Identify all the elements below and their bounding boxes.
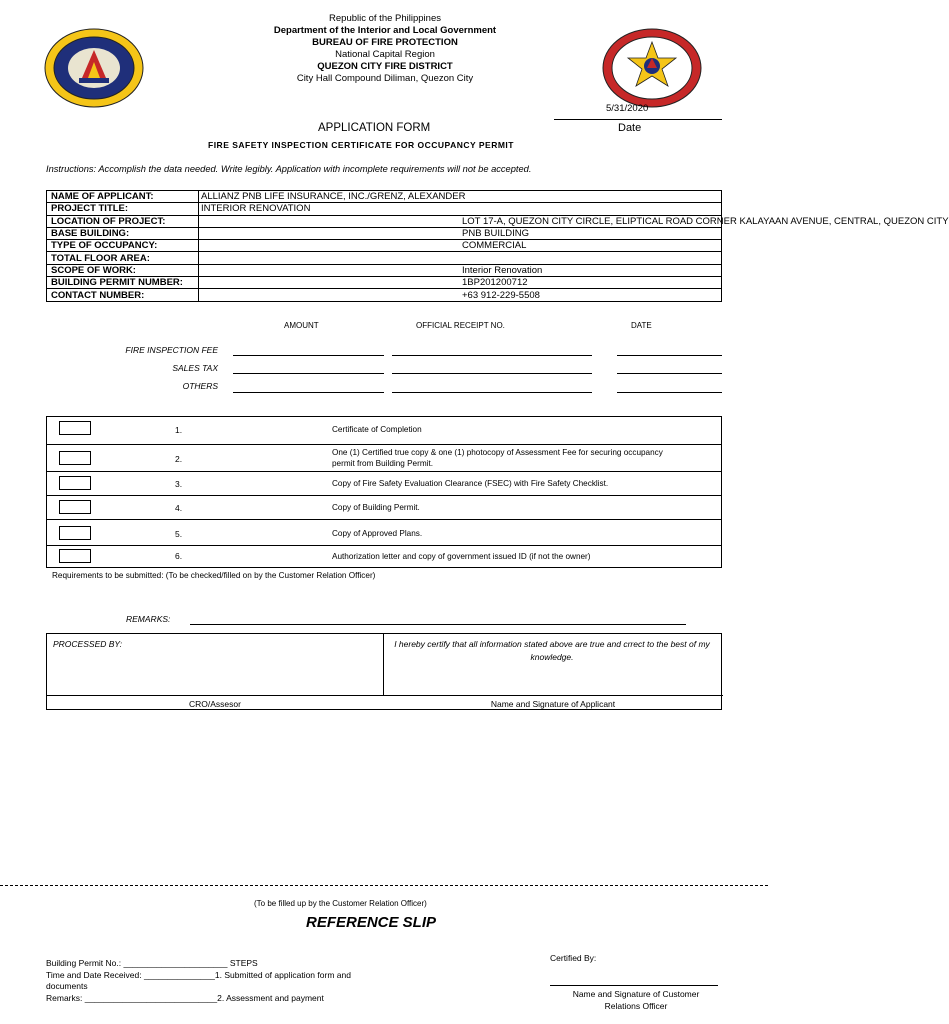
certified-by-label: Certified By: xyxy=(550,953,597,963)
cut-line xyxy=(0,885,768,886)
applicant-field-label: NAME OF APPLICANT: xyxy=(47,191,199,203)
instructions-text: Instructions: Accomplish the data needed. Write legibly. Application with incomplete requirements will not be accepted. xyxy=(46,164,532,174)
applicant-row xyxy=(47,227,722,239)
applicant-field-value[interactable]: PNB BUILDING xyxy=(460,227,722,239)
fee-row-others-label: OTHERS xyxy=(182,381,218,391)
requirement-checkbox-2[interactable] xyxy=(59,451,91,465)
header-line-6: City Hall Compound Diliman, Quezon City xyxy=(296,73,474,84)
requirement-text-3: Copy of Fire Safety Evaluation Clearance (FSEC) with Fire Safety Checklist. xyxy=(332,479,609,488)
fee-others-receipt-line[interactable] xyxy=(392,392,592,393)
requirement-row-5 xyxy=(47,520,721,546)
applicant-field-value[interactable] xyxy=(460,252,722,264)
certified-signature-line[interactable] xyxy=(550,985,718,986)
applicant-field-label: BASE BUILDING: xyxy=(47,227,199,239)
fee-row-tax-label: SALES TAX xyxy=(172,363,218,373)
reference-slip-title: REFERENCE SLIP xyxy=(306,914,437,931)
fee-tax-amount-line[interactable] xyxy=(233,373,384,374)
applicant-field-label: TYPE OF OCCUPANCY: xyxy=(47,240,199,252)
fee-inspection-receipt-line[interactable] xyxy=(392,355,592,356)
slip-remarks-line: Remarks: ____________________________2. Assessment and payment xyxy=(46,993,324,1003)
cro-assessor-caption: CRO/Assesor xyxy=(189,699,241,709)
fee-column-amount: AMOUNT xyxy=(284,321,319,330)
cro-signature-caption-1: Name and Signature of Customer xyxy=(572,989,700,999)
agency-header xyxy=(150,13,620,85)
requirement-number-3: 3. xyxy=(175,479,183,489)
applicant-field-spacer xyxy=(199,252,461,264)
requirement-row-2 xyxy=(47,445,721,472)
requirement-checkbox-5[interactable] xyxy=(59,526,91,540)
requirement-checkbox-6[interactable] xyxy=(59,549,91,563)
applicant-field-value[interactable]: ALLIANZ PNB LIFE INSURANCE, INC./GRENZ, ALEXANDER xyxy=(199,191,722,203)
applicant-field-value[interactable]: COMMERCIAL xyxy=(460,240,722,252)
applicant-field-label: PROJECT TITLE: xyxy=(47,203,199,215)
requirement-text-5: Copy of Approved Plans. xyxy=(332,529,423,538)
requirement-number-6: 6. xyxy=(175,551,183,561)
bfp-seal-logo xyxy=(44,28,144,108)
remarks-label: REMARKS: xyxy=(126,614,171,624)
applicant-field-value[interactable]: +63 912-229-5508 xyxy=(462,289,540,301)
requirement-checkbox-3[interactable] xyxy=(59,476,91,490)
certify-statement: I hereby certify that all information stated above are true and crrect to the best of my knowledge. xyxy=(394,639,710,662)
fee-inspection-amount-line[interactable] xyxy=(233,355,384,356)
requirement-number-1: 1. xyxy=(175,425,183,435)
applicant-field-spacer xyxy=(199,289,461,301)
applicant-row xyxy=(47,240,722,252)
fee-others-date-line[interactable] xyxy=(617,392,722,393)
applicant-field-value[interactable]: LOT 17-A, QUEZON CITY CIRCLE, ELIPTICAL ROAD CORNER KALAYAAN AVENUE, CENTRAL, QUEZON CITY xyxy=(462,215,949,227)
requirement-number-4: 4. xyxy=(175,503,183,513)
applicant-field-label: TOTAL FLOOR AREA: xyxy=(47,252,199,264)
caption-divider-line xyxy=(47,695,723,696)
requirement-text-6: Authorization letter and copy of government issued ID (if not the owner) xyxy=(332,552,591,561)
applicant-row xyxy=(47,191,722,203)
box-divider xyxy=(383,634,384,695)
processed-certify-box xyxy=(46,633,722,710)
form-subtitle: FIRE SAFETY INSPECTION CERTIFICATE FOR OCCUPANCY PERMIT xyxy=(208,140,514,150)
applicant-field-value[interactable]: INTERIOR RENOVATION xyxy=(199,203,722,215)
slip-note: (To be filled up by the Customer Relation Officer) xyxy=(254,899,427,908)
slip-permit-line: Building Permit No.: ______________________ STEPS xyxy=(46,958,258,968)
applicant-field-value[interactable]: Interior Renovation xyxy=(460,264,722,276)
applicant-field-label: SCOPE OF WORK: xyxy=(47,264,199,276)
date-underline xyxy=(554,119,722,120)
requirements-checklist xyxy=(46,416,722,568)
requirement-row-1 xyxy=(47,417,721,445)
fee-column-date: DATE xyxy=(631,321,652,330)
fee-row-inspection-label: FIRE INSPECTION FEE xyxy=(125,345,218,355)
date-value: 5/31/2020 xyxy=(606,103,649,114)
applicant-field-label: BUILDING PERMIT NUMBER: xyxy=(47,277,199,289)
requirement-checkbox-1[interactable] xyxy=(59,421,91,435)
fee-tax-receipt-line[interactable] xyxy=(392,373,592,374)
applicant-info-table xyxy=(46,190,949,302)
requirement-checkbox-4[interactable] xyxy=(59,500,91,514)
header-line-3: BUREAU OF FIRE PROTECTION xyxy=(312,37,458,48)
applicant-field-label: LOCATION OF PROJECT: xyxy=(47,215,199,227)
fee-column-receipt: OFFICIAL RECEIPT NO. xyxy=(416,321,505,330)
header-line-4: National Capital Region xyxy=(335,49,435,60)
fee-others-amount-line[interactable] xyxy=(233,392,384,393)
header-line-2: Department of the Interior and Local Government xyxy=(273,25,497,36)
applicant-field-spacer xyxy=(199,264,461,276)
requirements-note: Requirements to be submitted: (To be checked/filled on by the Customer Relation Officer) xyxy=(52,571,376,580)
requirement-number-2: 2. xyxy=(175,454,183,464)
fee-tax-date-line[interactable] xyxy=(617,373,722,374)
form-title: APPLICATION FORM xyxy=(318,122,431,134)
applicant-row xyxy=(47,252,722,264)
applicant-field-value[interactable]: 1BP201200712 xyxy=(460,277,722,289)
processed-by-label: PROCESSED BY: xyxy=(53,639,123,649)
remarks-line[interactable] xyxy=(190,624,686,625)
applicant-field-spacer xyxy=(199,227,461,239)
requirement-text-1: Certificate of Completion xyxy=(332,425,422,434)
applicant-row xyxy=(47,215,722,227)
date-label: Date xyxy=(618,122,642,134)
applicant-row xyxy=(47,289,722,301)
requirement-number-5: 5. xyxy=(175,529,183,539)
applicant-field-spacer xyxy=(199,277,461,289)
slip-documents: documents xyxy=(46,981,88,991)
applicant-row xyxy=(47,277,722,289)
cro-signature-caption-2: Relations Officer xyxy=(604,1001,668,1011)
applicant-field-label: CONTACT NUMBER: xyxy=(47,289,199,301)
applicant-signature-caption: Name and Signature of Applicant xyxy=(490,699,616,709)
applicant-field-spacer xyxy=(199,240,461,252)
header-line-1: Republic of the Philippines xyxy=(329,13,441,24)
header-line-5: QUEZON CITY FIRE DISTRICT xyxy=(317,61,453,72)
applicant-field-spacer xyxy=(199,215,461,227)
requirement-text-4: Copy of Building Permit. xyxy=(332,503,420,512)
slip-time-line: Time and Date Received: _______________1. Submitted of application form and xyxy=(46,970,351,980)
applicant-row xyxy=(47,203,722,215)
requirement-row-3 xyxy=(47,472,721,496)
fee-inspection-date-line[interactable] xyxy=(617,355,722,356)
requirement-text-2: One (1) Certified true copy & one (1) photocopy of Assessment Fee for securing occupancy permit from Building Permit. xyxy=(332,448,663,468)
requirement-row-6 xyxy=(47,546,721,567)
applicant-row xyxy=(47,264,722,276)
requirement-row-4 xyxy=(47,496,721,520)
